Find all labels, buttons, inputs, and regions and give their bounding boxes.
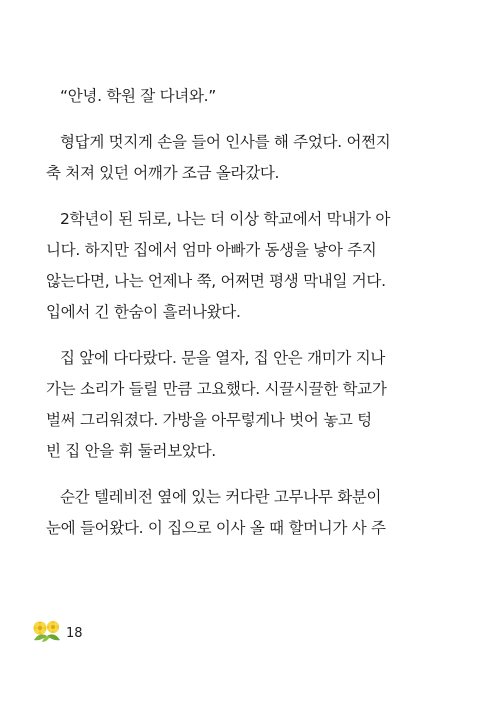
text-line: 입에서 긴 한숨이 흘러나왔다.: [46, 303, 241, 321]
page-number: 18: [66, 625, 83, 641]
paragraph-3: [46, 204, 466, 328]
paragraph-2: [46, 127, 466, 189]
dandelion-flowers-icon: [30, 618, 64, 644]
text-line: 벌써 그리워졌다. 가방을 아무렇게나 벗어 놓고 텅: [46, 411, 372, 429]
text-line: 집 앞에 다다랐다. 문을 열자, 집 안은 개미가 지나: [60, 349, 386, 367]
text-line: 않는다면, 나는 언제나 쭉, 어쩌면 평생 막내일 거다.: [46, 272, 386, 290]
text-line: 니다. 하지만 집에서 엄마 아빠가 동생을 낳아 주지: [46, 241, 377, 259]
paragraph-1: [46, 81, 466, 112]
paragraph-5: [46, 482, 466, 544]
text-line: “안녕. 학원 잘 다녀와.”: [60, 87, 216, 105]
page-body-text: [46, 81, 466, 559]
text-line: 순간 텔레비전 옆에 있는 커다란 고무나무 화분이: [60, 488, 382, 506]
paragraph-4: [46, 343, 466, 467]
text-line: 축 처져 있던 어깨가 조금 올라갔다.: [46, 164, 280, 182]
text-line: 가는 소리가 들릴 만큼 고요했다. 시끌시끌한 학교가: [46, 380, 387, 398]
text-line: 눈에 들어왔다. 이 집으로 이사 올 때 할머니가 사 주: [46, 519, 386, 537]
page-footer: [30, 618, 83, 644]
text-line: 빈 집 안을 휘 둘러보았다.: [46, 442, 216, 460]
text-line: 형답게 멋지게 손을 들어 인사를 해 주었다. 어쩐지: [60, 133, 391, 151]
text-line: 2학년이 된 뒤로, 나는 더 이상 학교에서 막내가 아: [60, 210, 390, 228]
